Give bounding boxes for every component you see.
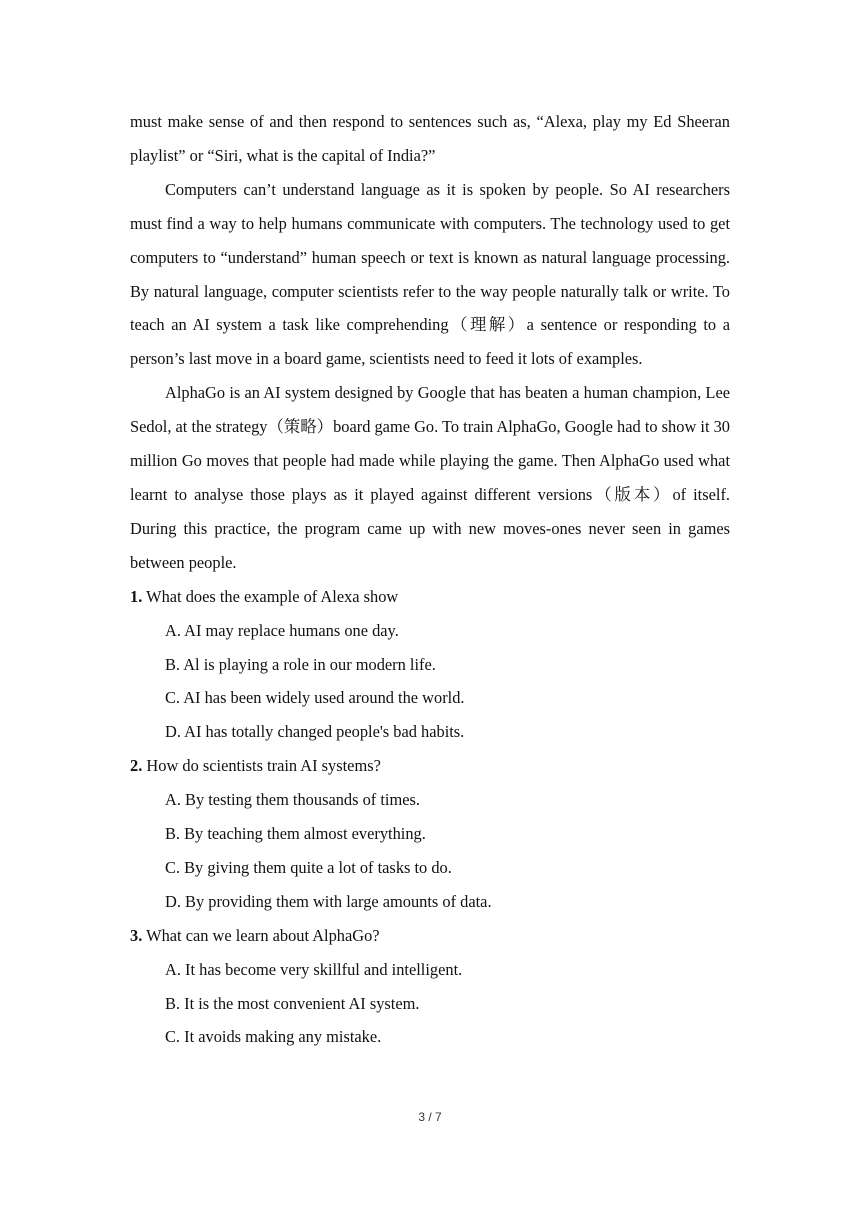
option-d: D. By providing them with large amounts of data.: [165, 891, 492, 911]
passage-paragraph-1: must make sense of and then respond to sentences such as, “Alexa, play my Ed Sheeran playlist” or “Siri, what is the capital of India?”: [130, 112, 730, 165]
question-number: 2.: [130, 756, 143, 776]
question-3: [130, 919, 730, 1055]
question-text: How do scientists train AI systems?: [146, 756, 381, 776]
question-number: 1.: [130, 586, 143, 606]
passage-paragraph-2: Computers can’t understand language as it is spoken by people. So AI researchers must find a way to help humans communicate with computers. The technology used to get computers to “understand” human speech or text is known as natural language processing. By natural language, computer scientists refer to the way people naturally talk or write. To teach an AI system a task like comprehending（理解）a sentence or responding to a person’s last move in a board game, scientists need to feed it lots of examples.: [130, 179, 730, 369]
option-c: C. AI has been widely used around the world.: [165, 688, 465, 708]
option-c: C. By giving them quite a lot of tasks to do.: [165, 857, 452, 877]
question-2: [130, 749, 730, 919]
page-number: 3 / 7: [418, 1110, 442, 1124]
option-d: D. AI has totally changed people's bad habits.: [165, 722, 465, 742]
passage-paragraph-3: AlphaGo is an AI system designed by Google that has beaten a human champion, Lee Sedol, at the strategy（策略）board game Go. To train AlphaGo, Google had to show it 30 million Go moves that people had made while playing the game. Then AlphaGo used what learnt to analyse those plays as it played against different versions（版本）of itself. During this practice, the program came up with new moves-ones never seen in games between people.: [130, 383, 730, 572]
question-number: 3.: [130, 925, 143, 945]
question-text: What can we learn about AlphaGo?: [146, 925, 380, 945]
option-b: B. It is the most convenient AI system.: [165, 993, 420, 1013]
option-a: A. It has become very skillful and intelligent.: [165, 959, 463, 979]
question-1: [130, 580, 730, 750]
question-stem: [130, 749, 730, 783]
option-b: B. By teaching them almost everything.: [165, 824, 426, 844]
option-b: B. Al is playing a role in our modern life.: [165, 654, 436, 674]
question-stem: [130, 580, 730, 614]
option-a: A. AI may replace humans one day.: [165, 620, 399, 640]
question-stem: [130, 919, 730, 953]
document-body: [130, 105, 730, 1054]
option-c: C. It avoids making any mistake.: [165, 1027, 382, 1047]
question-text: What does the example of Alexa show: [146, 586, 399, 606]
option-a: A. By testing them thousands of times.: [165, 790, 420, 810]
